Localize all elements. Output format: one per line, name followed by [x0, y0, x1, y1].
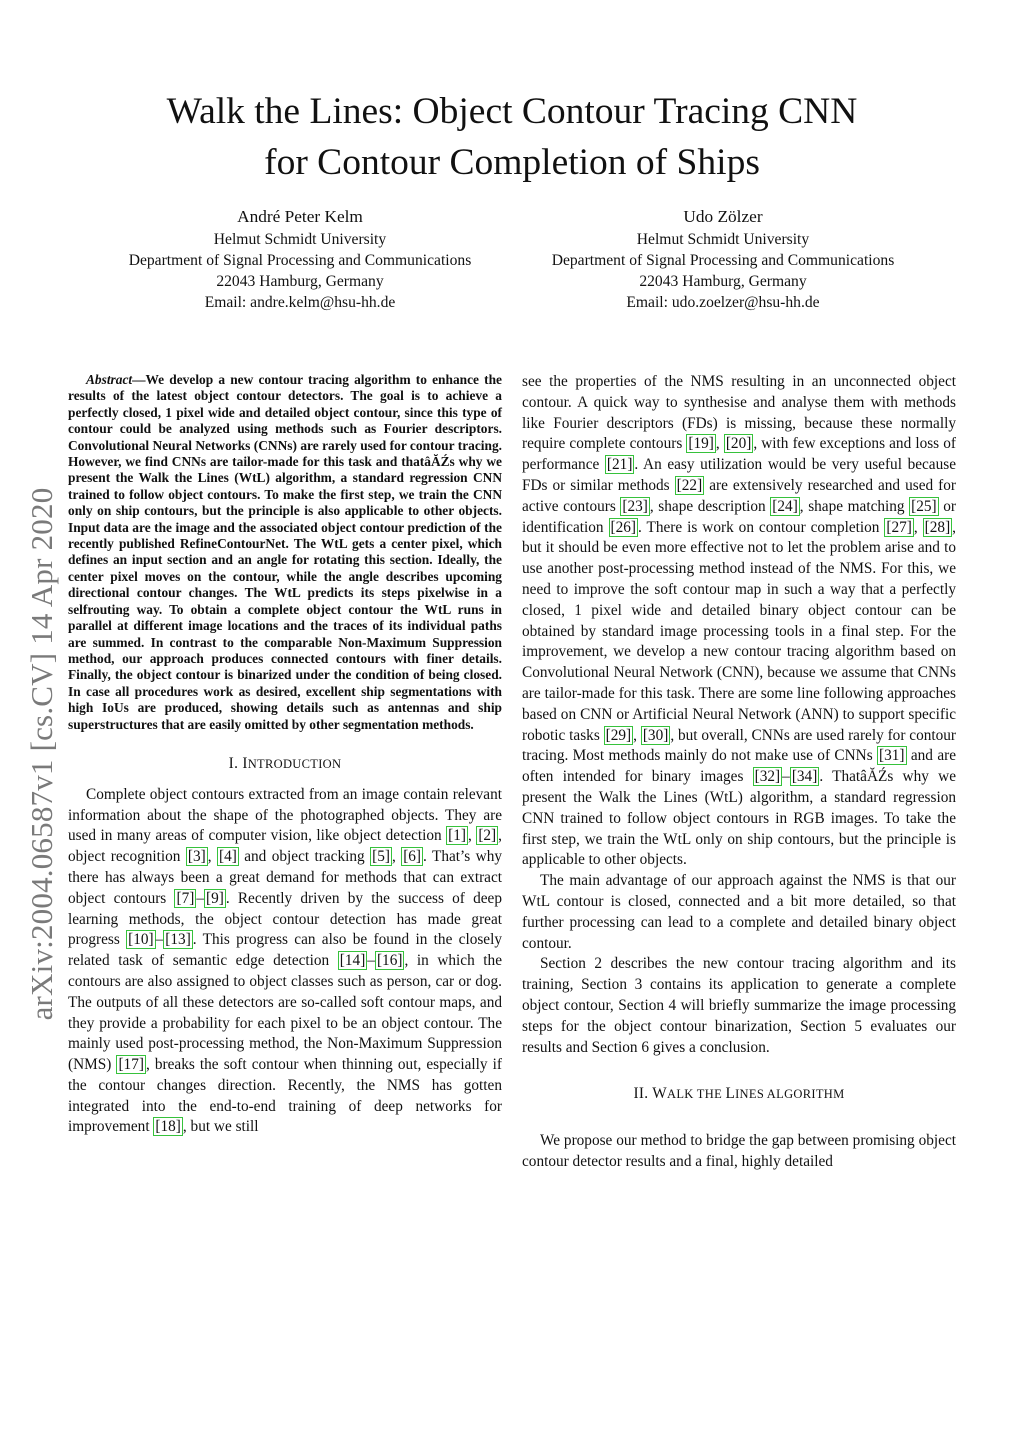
section-initial: W: [652, 1085, 668, 1103]
paper-title: [60, 86, 964, 188]
citation-link[interactable]: [31]: [879, 747, 905, 765]
author-address: 22043 Hamburg, Germany: [216, 273, 384, 290]
citation-link[interactable]: [29]: [605, 726, 632, 744]
section-smallcaps: ALK THE: [667, 1087, 726, 1102]
text-run: , but we still: [182, 1118, 259, 1136]
citation-link[interactable]: [19]: [688, 435, 714, 453]
section-initial: I: [242, 754, 248, 772]
intro-paragraph-continued: [522, 372, 956, 871]
text-run: , shape matching: [799, 497, 910, 515]
section-smallcaps: INES ALGORITHM: [735, 1087, 845, 1102]
citation-link[interactable]: [9]: [205, 889, 224, 907]
text-run: , but it should be even more effective not to let the problem arise and to use another post-processing method instead of the NMS. For this, we need to improve the soft contour map in such a way that a perfectly closed, 1 pixel wide and detailed binary object contour can be obtained by standard image processing tools in a final step. For the improvement, we develop a new contour tracing algorithm based on Convolutional Neural Network (CNN), because we assume that CNNs are tailor-made for this task. There are some line following approaches based on CNN or Artificial Neural Network (ANN) to support specific robotic tasks: [522, 518, 956, 744]
text-run: , in which the contours are also assigned to object classes such as person, car or dog. The outputs of all these detectors are so-called soft contour maps, and they provide a probability for each pixel to be an object contour. The mainly used post-processing method, the Non-Maximum Suppression (NMS): [68, 952, 502, 1074]
text-run: are extensively researched and used for active contours: [522, 476, 956, 515]
text-run: ,: [468, 827, 477, 845]
citation-link[interactable]: [16]: [376, 952, 403, 970]
text-run: –: [367, 952, 375, 970]
citation-link[interactable]: [7]: [176, 889, 195, 907]
right-column: [522, 372, 956, 1173]
outline-paragraph: Section 2 describes the new contour tracing algorithm and its training, Section 3 contains its application to generate a complete object contour, Section 4 will briefly summarize the image processing steps for the object contour binarization, Section 5 evaluates our results and Section 6 gives a conclusion.: [522, 955, 956, 1056]
citation-link[interactable]: [14]: [339, 952, 366, 970]
advantage-paragraph: The main advantage of our approach against the NMS is that our WtL contour is closed, connected and a bit more detailed, so that further processing can lead to a complete and detailed binary object contour.: [522, 872, 956, 952]
text-run: , object recognition: [68, 827, 502, 866]
author-affiliation: Helmut Schmidt University: [213, 231, 387, 248]
citation-link[interactable]: [5]: [372, 848, 390, 866]
intro-paragraph: [68, 785, 502, 1139]
text-run: ,: [391, 848, 402, 866]
text-run: , but overall, CNNs are used rarely for contour tracing. Most methods mainly do not make use of CNNs: [522, 726, 957, 765]
text-run: ,: [633, 726, 641, 744]
text-run: ,: [913, 518, 923, 536]
author-department: Department of Signal Processing and Communications: [551, 252, 895, 269]
text-run: ,: [207, 848, 217, 866]
citation-link[interactable]: [21]: [606, 456, 633, 474]
arxiv-identifier-text: arXiv:2004.06587v1 [cs.CV] 14 Apr 2020: [24, 487, 59, 1021]
text-run: –: [155, 931, 164, 949]
citation-link[interactable]: [26]: [610, 518, 637, 536]
citation-link[interactable]: [24]: [772, 497, 798, 515]
citation-link[interactable]: [2]: [478, 827, 497, 845]
text-run: . This progress can also be found in the closely related task of semantic edge detection: [68, 931, 502, 970]
citation-link[interactable]: [3]: [187, 848, 206, 866]
section-heading-walk-the-lines: [522, 1084, 956, 1105]
section-numeral: II.: [633, 1085, 653, 1103]
text-run: , with few exceptions and loss of performance: [522, 435, 956, 474]
section-numeral: I.: [228, 754, 243, 772]
author-name: Udo Zölzer: [683, 207, 763, 226]
text-run: , breaks the soft contour when thinning out, especially if the contour changes direction. Recently, the NMS has gotten integrated into the end-to-end training of deep networks for improvement: [68, 1056, 502, 1136]
text-run: or identification: [522, 497, 956, 536]
text-run: . An easy utilization would be very useful because FDs or similar methods: [522, 456, 956, 494]
citation-link[interactable]: [28]: [924, 518, 951, 536]
left-column: [68, 372, 502, 1138]
section-initial: L: [725, 1085, 736, 1103]
citation-link[interactable]: [1]: [448, 827, 467, 845]
author-department: Department of Signal Processing and Communications: [128, 252, 472, 269]
text-run: , shape description: [649, 497, 771, 515]
citation-link[interactable]: [17]: [118, 1056, 144, 1074]
citation-link[interactable]: [18]: [155, 1118, 181, 1136]
author-block-kelm: [90, 205, 510, 313]
citation-link[interactable]: [10]: [128, 931, 154, 949]
citation-link[interactable]: [23]: [622, 497, 648, 515]
citation-link[interactable]: [20]: [725, 435, 752, 453]
text-run: –: [782, 768, 790, 786]
citation-link[interactable]: [4]: [218, 848, 237, 866]
text-run: ,: [715, 435, 724, 453]
citation-link[interactable]: [34]: [791, 768, 818, 786]
author-email[interactable]: Email: udo.zoelzer@hsu-hh.de: [626, 294, 820, 311]
text-run: . There is work on contour completion: [638, 518, 885, 536]
citation-link[interactable]: [32]: [754, 768, 781, 786]
citation-link[interactable]: [27]: [886, 518, 912, 536]
citation-link[interactable]: [13]: [165, 931, 191, 949]
abstract-text: —We develop a new contour tracing algorithm to enhance the results of the latest object contour detectors. The goal is to achieve a perfectly closed, 1 pixel wide and detailed object contour, since this type of contour could be analyzed using methods such as Fourier descriptors. Convolutional Neural Networks (CNNs) are rarely used for contour tracing. However, we find CNNs are tailor-made for this task and thatâĂŹs why we present the Walk the Lines (WtL) algorithm, a standard regression CNN trained to follow object contours. To make the first step, we train the CNN only on ship contours, but the principle is also applicable to other objects. Input data are the image and the associated object contour prediction of the recently published RefineContourNet. The WtL gets a center pixel, which defines an input section and an angle for rotating this section. Ideally, the center pixel moves on the contour, while the angle describes upcoming directional contour changes. The WtL predicts its steps pixelwise in a selfrouting way. To obtain a complete object contour the WtL runs in parallel at different image locations and the traces of its individual paths are summed. In contrast to the comparable Non-Maximum Suppression method, our approach produces connected contours with finer details. Finally, the object contour is binarized under the condition of being closed. In case all procedures work as desired, excellent ship segmentations with high IoUs are produced, showing details such as antennas and ship superstructures that are easily omitted by other segmentation methods.: [68, 372, 502, 732]
text-run: . Recently driven by the success of deep learning methods, the object contour detection has made great progress: [68, 889, 502, 949]
text-run: see the properties of the NMS resulting in an unconnected object contour. A quick way to synthesise and analyse them with methods like Fourier descriptors (FDs) is missing, because these normally require complete contours: [522, 373, 956, 453]
author-email[interactable]: Email: andre.kelm@hsu-hh.de: [204, 294, 396, 311]
section-heading-introduction: [68, 754, 502, 775]
citation-link[interactable]: [6]: [403, 848, 422, 866]
citation-link[interactable]: [25]: [911, 497, 937, 515]
arxiv-identifier: [26, 444, 58, 1064]
paper-title-line-2: for Contour Completion of Ships: [264, 142, 760, 183]
text-run: –: [196, 889, 204, 907]
paper-title-line-1: Walk the Lines: Object Contour Tracing CNN: [166, 91, 858, 132]
text-run: . ThatâĂŹs why we present the Walk the Lines (WtL) algorithm, a standard regression CNN trained to follow object contours in RGB images. To take the first step, we train the WtL only on ship contours, but the principle is applicable to other objects.: [522, 768, 956, 869]
section-smallcaps: NTRODUCTION: [247, 756, 342, 771]
abstract-label: Abstract: [86, 372, 133, 387]
author-affiliation: Helmut Schmidt University: [636, 231, 810, 248]
citation-link[interactable]: [22]: [676, 476, 703, 494]
text-run: and are often intended for binary images: [522, 747, 956, 786]
abstract: [68, 372, 502, 733]
author-block-zoelzer: [513, 205, 933, 313]
text-run: and object tracking: [238, 848, 371, 866]
author-name: André Peter Kelm: [237, 207, 363, 226]
text-run: Complete object contours extracted from an image contain relevant information about the shape of the photographed objects. They are used in many areas of computer vision, like object detection: [68, 785, 502, 845]
text-run: . That’s why there has always been a great demand for methods that can extract object contours: [68, 848, 502, 907]
citation-link[interactable]: [30]: [642, 726, 669, 744]
author-address: 22043 Hamburg, Germany: [639, 273, 807, 290]
method-paragraph: We propose our method to bridge the gap between promising object contour detector results and a final, highly detailed: [522, 1132, 956, 1170]
